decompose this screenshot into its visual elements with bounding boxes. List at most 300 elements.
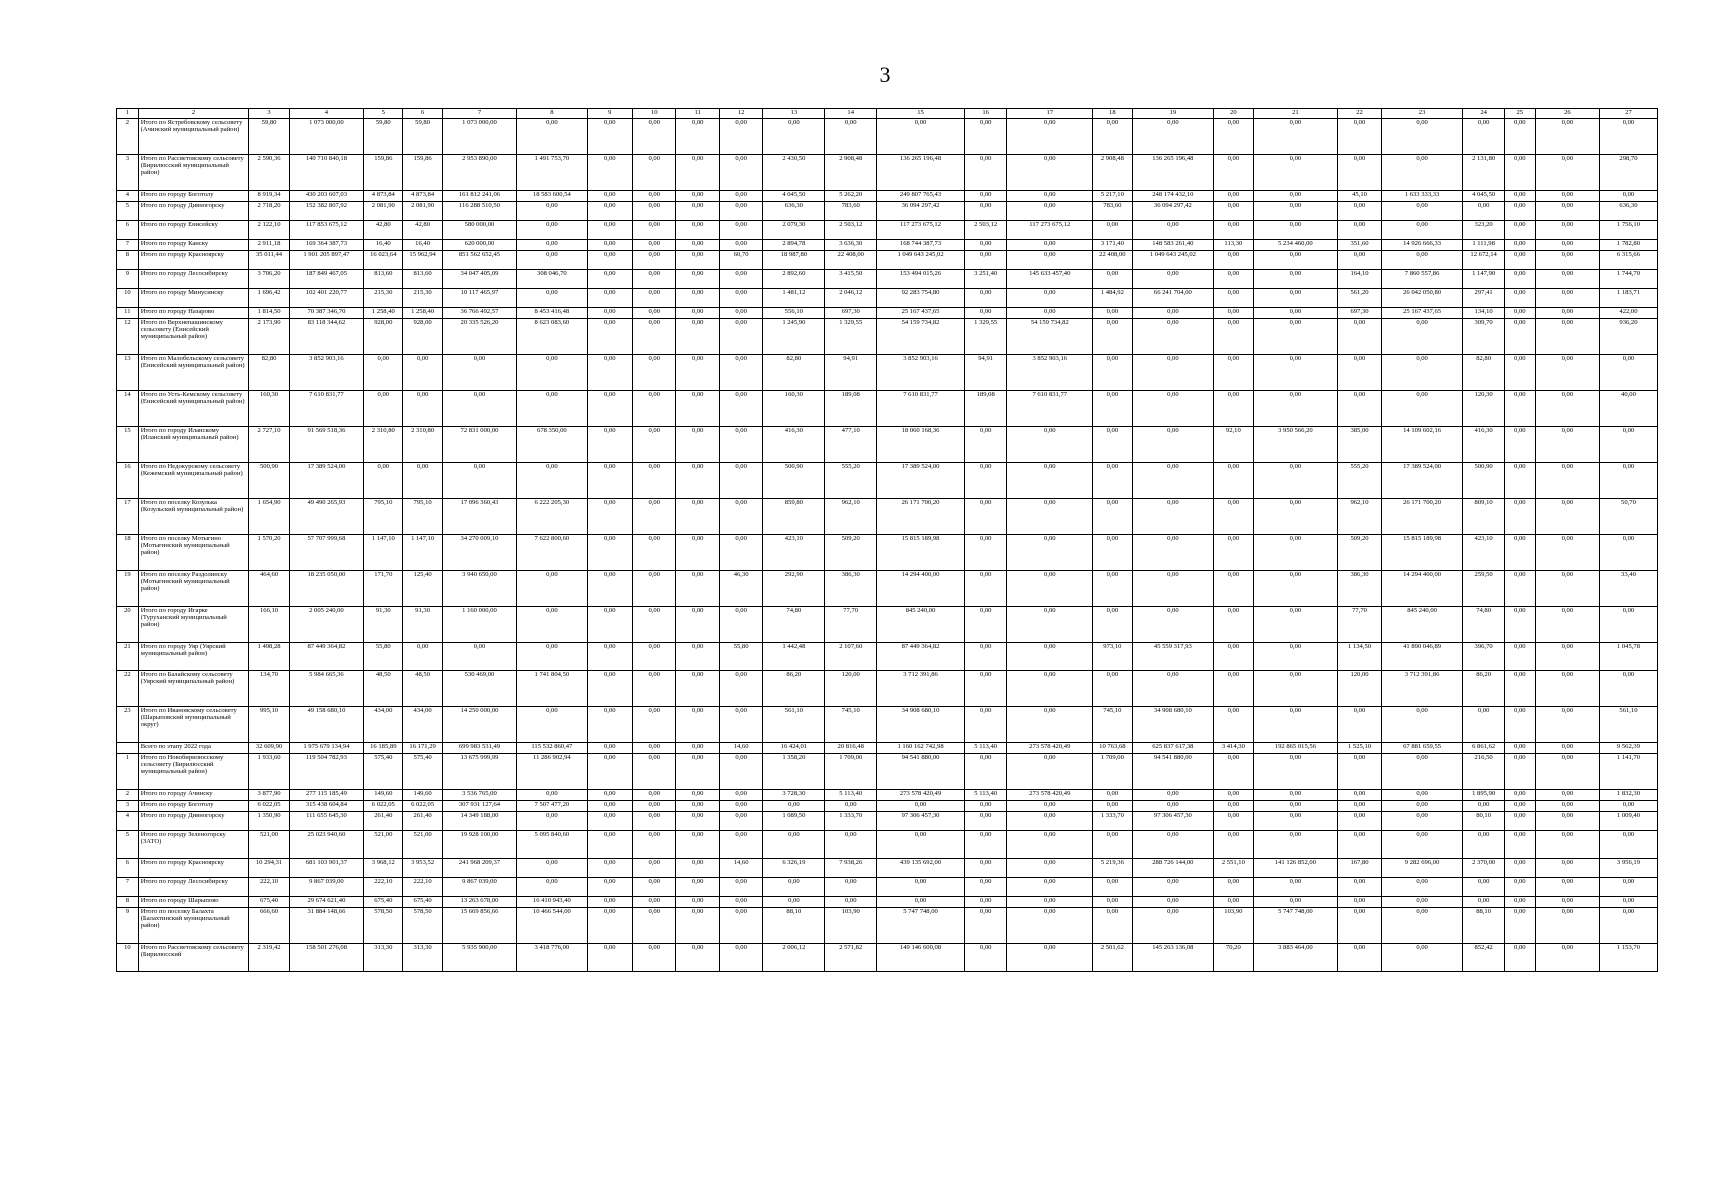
value-cell: 0,00 (587, 221, 633, 240)
value-cell: 0,00 (1504, 571, 1535, 607)
value-cell: 87 449 364,82 (289, 643, 363, 671)
row-number-cell (117, 743, 139, 754)
value-cell: 17 389 524,00 (289, 463, 363, 499)
value-cell: 0,00 (1214, 463, 1253, 499)
value-cell: 50,70 (1599, 499, 1657, 535)
value-cell: 88,10 (1463, 908, 1504, 944)
value-cell: 0,00 (587, 240, 633, 251)
value-cell: 0,00 (1093, 831, 1132, 859)
value-cell: 0,00 (719, 355, 762, 391)
value-cell: 7 938,26 (825, 859, 877, 878)
value-cell: 1 442,48 (763, 643, 825, 671)
value-cell: 29 674 621,40 (289, 897, 363, 908)
value-cell: 3 251,40 (964, 270, 1006, 289)
value-cell: 19 928 100,00 (442, 831, 516, 859)
row-number-cell: 8 (117, 251, 139, 270)
value-cell: 0,00 (1504, 754, 1535, 790)
value-cell: 0,00 (1535, 801, 1599, 812)
value-cell: 34 270 009,10 (442, 535, 516, 571)
value-cell: 0,00 (1214, 319, 1253, 355)
value-cell: 0,00 (719, 944, 762, 972)
value-cell: 1 183,71 (1599, 289, 1657, 308)
value-cell: 26 042 050,80 (1381, 289, 1463, 308)
value-cell: 0,00 (1007, 119, 1093, 155)
table-row (117, 499, 1658, 535)
value-cell: 6 022,05 (364, 801, 403, 812)
value-cell: 0,00 (1007, 707, 1093, 743)
value-cell: 3 415,50 (825, 270, 877, 289)
value-cell: 94 541 880,00 (877, 754, 965, 790)
value-cell: 0,00 (1253, 251, 1338, 270)
value-cell: 578,50 (364, 908, 403, 944)
value-cell: 0,00 (1132, 831, 1214, 859)
value-cell: 2 310,80 (364, 427, 403, 463)
value-cell: 0,00 (633, 119, 676, 155)
value-cell: 0,00 (1599, 191, 1657, 202)
value-cell: 0,00 (1504, 308, 1535, 319)
value-cell: 74,80 (1463, 607, 1504, 643)
value-cell: 0,00 (964, 191, 1006, 202)
table-row (117, 535, 1658, 571)
value-cell: 0,00 (1253, 878, 1338, 897)
value-cell: 0,00 (719, 878, 762, 897)
value-cell: 1 245,90 (763, 319, 825, 355)
value-cell: 0,00 (1504, 191, 1535, 202)
value-cell: 0,00 (1463, 801, 1504, 812)
value-cell: 509,20 (825, 535, 877, 571)
value-cell: 0,00 (1504, 270, 1535, 289)
value-cell: 92 283 754,80 (877, 289, 965, 308)
value-cell: 145 633 457,40 (1007, 270, 1093, 289)
value-cell: 0,00 (517, 463, 587, 499)
value-cell: 0,00 (1338, 897, 1381, 908)
value-cell: 8 453 416,48 (517, 308, 587, 319)
value-cell: 0,00 (364, 463, 403, 499)
value-cell: 0,00 (633, 240, 676, 251)
value-cell: 0,00 (1504, 878, 1535, 897)
value-cell: 249 807 765,43 (877, 191, 965, 202)
value-cell: 0,00 (964, 289, 1006, 308)
value-cell: 92,10 (1214, 427, 1253, 463)
value-cell: 1 756,10 (1599, 221, 1657, 240)
municipality-name-cell: Итого по городу Енисейску (138, 221, 249, 240)
value-cell: 0,00 (587, 878, 633, 897)
value-cell: 3 956,19 (1599, 859, 1657, 878)
value-cell: 3 852 903,16 (289, 355, 363, 391)
value-cell: 3 950 566,20 (1253, 427, 1338, 463)
value-cell: 0,00 (1214, 671, 1253, 707)
value-cell: 0,00 (1253, 391, 1338, 427)
value-cell: 0,00 (1504, 289, 1535, 308)
value-cell: 0,00 (676, 754, 719, 790)
value-cell: 116 288 510,50 (442, 202, 516, 221)
value-cell: 77,70 (1338, 607, 1381, 643)
value-cell: 167,80 (1338, 859, 1381, 878)
value-cell: 1 329,55 (964, 319, 1006, 355)
value-cell: 0,00 (1214, 707, 1253, 743)
value-cell: 153 494 015,26 (877, 270, 965, 289)
value-cell: 0,00 (964, 671, 1006, 707)
value-cell: 141 126 852,00 (1253, 859, 1338, 878)
value-cell: 0,00 (964, 754, 1006, 790)
value-cell: 0,00 (633, 607, 676, 643)
value-cell: 0,00 (1253, 571, 1338, 607)
value-cell: 1 484,92 (1093, 289, 1132, 308)
value-cell: 309,70 (1463, 319, 1504, 355)
value-cell: 0,00 (719, 240, 762, 251)
value-cell: 813,60 (403, 270, 442, 289)
value-cell: 430 203 607,03 (289, 191, 363, 202)
value-cell: 0,00 (1253, 499, 1338, 535)
municipality-name-cell: Итого по Недокурскому сельсовету (Кежемский муниципальный район) (138, 463, 249, 499)
value-cell: 0,00 (676, 251, 719, 270)
value-cell: 222,10 (249, 878, 289, 897)
value-cell: 0,00 (633, 535, 676, 571)
value-cell: 313,30 (364, 944, 403, 972)
row-number-cell: 7 (117, 240, 139, 251)
value-cell: 0,00 (676, 308, 719, 319)
value-cell: 0,00 (1132, 790, 1214, 801)
value-cell: 0,00 (517, 859, 587, 878)
value-cell: 0,00 (1093, 897, 1132, 908)
value-cell: 298,70 (1599, 155, 1657, 191)
value-cell: 0,00 (1007, 202, 1093, 221)
value-cell: 575,40 (364, 754, 403, 790)
value-cell: 5 747 748,00 (877, 908, 965, 944)
row-number-cell: 23 (117, 707, 139, 743)
value-cell: 0,00 (964, 240, 1006, 251)
table-row (117, 859, 1658, 878)
value-cell: 0,00 (1381, 878, 1463, 897)
value-cell: 0,00 (1253, 289, 1338, 308)
row-number-cell: 11 (117, 308, 139, 319)
value-cell: 91 569 518,36 (289, 427, 363, 463)
value-cell: 0,00 (1214, 790, 1253, 801)
value-cell: 675,40 (249, 897, 289, 908)
column-numbers-row (117, 109, 1658, 119)
value-cell: 0,00 (1504, 119, 1535, 155)
value-cell: 0,00 (1463, 831, 1504, 859)
municipality-name-cell: Итого по городу Дивногорску (138, 202, 249, 221)
value-cell: 845 240,00 (1381, 607, 1463, 643)
value-cell: 0,00 (1214, 251, 1253, 270)
value-cell: 10 117 465,97 (442, 289, 516, 308)
value-cell: 0,00 (1338, 119, 1381, 155)
value-cell: 675,40 (403, 897, 442, 908)
value-cell: 2 310,80 (403, 427, 442, 463)
value-cell: 2 173,90 (249, 319, 289, 355)
value-cell: 33,40 (1599, 571, 1657, 607)
value-cell: 0,00 (1338, 355, 1381, 391)
value-cell: 0,00 (1007, 908, 1093, 944)
value-cell: 261,40 (403, 812, 442, 831)
value-cell: 1 258,40 (403, 308, 442, 319)
value-cell: 0,00 (587, 607, 633, 643)
value-cell: 18 235 050,00 (289, 571, 363, 607)
value-cell: 1 709,00 (1093, 754, 1132, 790)
value-cell: 0,00 (633, 391, 676, 427)
value-cell: 0,00 (1535, 859, 1599, 878)
row-number-cell: 7 (117, 878, 139, 897)
value-cell: 0,00 (1381, 812, 1463, 831)
value-cell: 0,00 (633, 643, 676, 671)
value-cell: 0,00 (1535, 499, 1599, 535)
value-cell: 7 860 557,86 (1381, 270, 1463, 289)
value-cell: 168 744 387,73 (877, 240, 965, 251)
value-cell: 0,00 (719, 535, 762, 571)
value-cell: 0,00 (1504, 812, 1535, 831)
value-cell: 3 953,52 (403, 859, 442, 878)
value-cell: 0,00 (587, 270, 633, 289)
value-cell: 0,00 (1007, 643, 1093, 671)
value-cell: 18 583 600,54 (517, 191, 587, 202)
table-row (117, 119, 1658, 155)
value-cell: 102 401 220,77 (289, 289, 363, 308)
value-cell: 675,40 (364, 897, 403, 908)
value-cell: 0,00 (719, 908, 762, 944)
value-cell: 0,00 (676, 355, 719, 391)
value-cell: 561,20 (1338, 289, 1381, 308)
value-cell: 0,00 (1093, 463, 1132, 499)
value-cell: 0,00 (1253, 319, 1338, 355)
value-cell: 0,00 (1253, 308, 1338, 319)
municipality-name-cell: Итого по городу Канску (138, 240, 249, 251)
value-cell: 2 571,82 (825, 944, 877, 972)
value-cell: 556,10 (763, 308, 825, 319)
value-cell: 973,10 (1093, 643, 1132, 671)
value-cell: 0,00 (1504, 707, 1535, 743)
row-number-cell: 12 (117, 319, 139, 355)
municipality-name-cell: Итого по городу Боготолу (138, 801, 249, 812)
value-cell: 0,00 (442, 355, 516, 391)
value-cell: 1 073 000,00 (442, 119, 516, 155)
table-row (117, 463, 1658, 499)
value-cell: 3 883 464,00 (1253, 944, 1338, 972)
value-cell: 111 655 645,30 (289, 812, 363, 831)
value-cell: 0,00 (1338, 908, 1381, 944)
value-cell: 3 712 391,86 (1381, 671, 1463, 707)
value-cell: 0,00 (633, 859, 676, 878)
value-cell: 120,00 (1338, 671, 1381, 707)
value-cell: 439 135 692,00 (877, 859, 965, 878)
value-cell: 113,30 (1214, 240, 1253, 251)
value-cell: 0,00 (1007, 155, 1093, 191)
value-cell: 0,00 (1007, 831, 1093, 859)
value-cell: 0,00 (1132, 607, 1214, 643)
table-row (117, 240, 1658, 251)
value-cell: 2 319,42 (249, 944, 289, 972)
value-cell: 0,00 (587, 308, 633, 319)
table-row (117, 790, 1658, 801)
value-cell: 171,70 (364, 571, 403, 607)
value-cell: 34 908 680,10 (1132, 707, 1214, 743)
value-cell: 422,00 (1599, 308, 1657, 319)
value-cell: 149 146 600,08 (877, 944, 965, 972)
value-cell: 323,20 (1463, 221, 1504, 240)
row-number-cell: 22 (117, 671, 139, 707)
row-number-cell: 16 (117, 463, 139, 499)
value-cell: 0,00 (1381, 707, 1463, 743)
value-cell: 0,00 (1504, 202, 1535, 221)
value-cell: 49 490 265,93 (289, 499, 363, 535)
value-cell: 0,00 (1535, 535, 1599, 571)
value-cell: 0,00 (1599, 831, 1657, 859)
value-cell: 0,00 (1132, 801, 1214, 812)
value-cell: 0,00 (1535, 897, 1599, 908)
column-number: 6 (403, 109, 442, 119)
value-cell: 54 159 734,82 (877, 319, 965, 355)
value-cell: 14 250 000,00 (442, 707, 516, 743)
value-cell: 795,10 (403, 499, 442, 535)
value-cell: 115 532 860,47 (517, 743, 587, 754)
value-cell: 11 286 902,94 (517, 754, 587, 790)
value-cell: 0,00 (1599, 119, 1657, 155)
value-cell: 0,00 (587, 535, 633, 571)
value-cell: 0,00 (403, 355, 442, 391)
value-cell: 0,00 (719, 427, 762, 463)
value-cell: 1 073 000,00 (289, 119, 363, 155)
table-row (117, 427, 1658, 463)
table-row (117, 391, 1658, 427)
value-cell: 0,00 (1504, 897, 1535, 908)
value-cell: 25 167 437,65 (877, 308, 965, 319)
value-cell: 273 578 420,49 (877, 790, 965, 801)
value-cell: 0,00 (719, 790, 762, 801)
value-cell: 248 174 432,10 (1132, 191, 1214, 202)
value-cell: 2 122,10 (249, 221, 289, 240)
value-cell: 0,00 (1338, 790, 1381, 801)
value-cell: 464,60 (249, 571, 289, 607)
value-cell: 0,00 (403, 391, 442, 427)
value-cell: 0,00 (719, 671, 762, 707)
value-cell: 140 710 840,18 (289, 155, 363, 191)
value-cell: 0,00 (1535, 908, 1599, 944)
value-cell: 0,00 (676, 289, 719, 308)
value-cell: 3 877,90 (249, 790, 289, 801)
value-cell: 3 636,30 (825, 240, 877, 251)
value-cell: 0,00 (1214, 535, 1253, 571)
table-row (117, 155, 1658, 191)
value-cell: 0,00 (1535, 671, 1599, 707)
value-cell: 70,20 (1214, 944, 1253, 972)
value-cell: 0,00 (676, 859, 719, 878)
value-cell: 0,00 (517, 571, 587, 607)
value-cell: 2 718,20 (249, 202, 289, 221)
value-cell: 2 590,36 (249, 155, 289, 191)
value-cell: 0,00 (676, 535, 719, 571)
value-cell: 0,00 (403, 463, 442, 499)
value-cell: 0,00 (1381, 202, 1463, 221)
value-cell: 1 049 643 245,02 (1132, 251, 1214, 270)
value-cell: 3 536 765,00 (442, 790, 516, 801)
value-cell: 0,00 (1093, 355, 1132, 391)
value-cell: 15 815 189,98 (877, 535, 965, 571)
value-cell: 0,00 (719, 319, 762, 355)
value-cell: 0,00 (1504, 607, 1535, 643)
value-cell: 423,10 (763, 535, 825, 571)
value-cell: 2 551,10 (1214, 859, 1253, 878)
value-cell: 0,00 (587, 707, 633, 743)
row-number-cell: 19 (117, 571, 139, 607)
value-cell: 2 131,80 (1463, 155, 1504, 191)
value-cell: 14,60 (719, 743, 762, 754)
value-cell: 1 358,20 (763, 754, 825, 790)
value-cell: 32 609,90 (249, 743, 289, 754)
table-row (117, 908, 1658, 944)
value-cell: 795,10 (364, 499, 403, 535)
value-cell: 0,00 (517, 251, 587, 270)
value-cell: 0,00 (587, 499, 633, 535)
value-cell: 67 881 659,55 (1381, 743, 1463, 754)
value-cell: 625 837 617,38 (1132, 743, 1214, 754)
value-cell: 0,00 (719, 897, 762, 908)
value-cell: 0,00 (442, 391, 516, 427)
value-cell: 745,10 (1093, 707, 1132, 743)
value-cell: 0,00 (587, 897, 633, 908)
value-cell: 7 507 477,20 (517, 801, 587, 812)
value-cell: 16 023,64 (364, 251, 403, 270)
value-cell: 0,00 (1093, 671, 1132, 707)
value-cell: 1 160 162 742,98 (877, 743, 965, 754)
value-cell: 0,00 (763, 878, 825, 897)
value-cell: 0,00 (676, 240, 719, 251)
value-cell: 0,00 (1214, 191, 1253, 202)
value-cell: 16 185,89 (364, 743, 403, 754)
value-cell: 241 968 209,37 (442, 859, 516, 878)
value-cell: 0,00 (1381, 155, 1463, 191)
value-cell: 14 349 188,00 (442, 812, 516, 831)
value-cell: 0,00 (587, 859, 633, 878)
value-cell: 80,10 (1463, 812, 1504, 831)
municipality-name-cell: Итого по городу Красноярску (138, 251, 249, 270)
value-cell: 386,30 (1338, 571, 1381, 607)
value-cell: 0,00 (1381, 119, 1463, 155)
value-cell: 0,00 (517, 355, 587, 391)
value-cell: 697,30 (825, 308, 877, 319)
value-cell: 0,00 (1007, 289, 1093, 308)
value-cell: 4 045,50 (763, 191, 825, 202)
value-cell: 5 113,40 (964, 790, 1006, 801)
value-cell: 49 158 680,10 (289, 707, 363, 743)
value-cell: 0,00 (1535, 355, 1599, 391)
value-cell: 0,00 (1504, 859, 1535, 878)
value-cell: 1 160 000,00 (442, 607, 516, 643)
value-cell: 4 045,50 (1463, 191, 1504, 202)
column-number: 13 (763, 109, 825, 119)
table-row (117, 743, 1658, 754)
value-cell: 3 940 650,00 (442, 571, 516, 607)
value-cell: 0,00 (1381, 944, 1463, 972)
value-cell: 0,00 (1214, 155, 1253, 191)
value-cell: 18 060 168,36 (877, 427, 965, 463)
column-number: 15 (877, 109, 965, 119)
value-cell: 0,00 (964, 155, 1006, 191)
value-cell: 0,00 (587, 801, 633, 812)
value-cell: 852,42 (1463, 944, 1504, 972)
column-number: 16 (964, 109, 1006, 119)
value-cell: 0,00 (517, 607, 587, 643)
value-cell: 10 294,31 (249, 859, 289, 878)
value-cell: 0,00 (1504, 155, 1535, 191)
value-cell: 14 109 602,16 (1381, 427, 1463, 463)
municipality-name-cell: Итого по Рассветовскому сельсовету (Бирилюсский (138, 944, 249, 972)
value-cell: 134,10 (1463, 308, 1504, 319)
table-row (117, 571, 1658, 607)
value-cell: 561,10 (763, 707, 825, 743)
value-cell: 580 000,00 (442, 221, 516, 240)
value-cell: 351,60 (1338, 240, 1381, 251)
value-cell: 1 350,90 (249, 812, 289, 831)
